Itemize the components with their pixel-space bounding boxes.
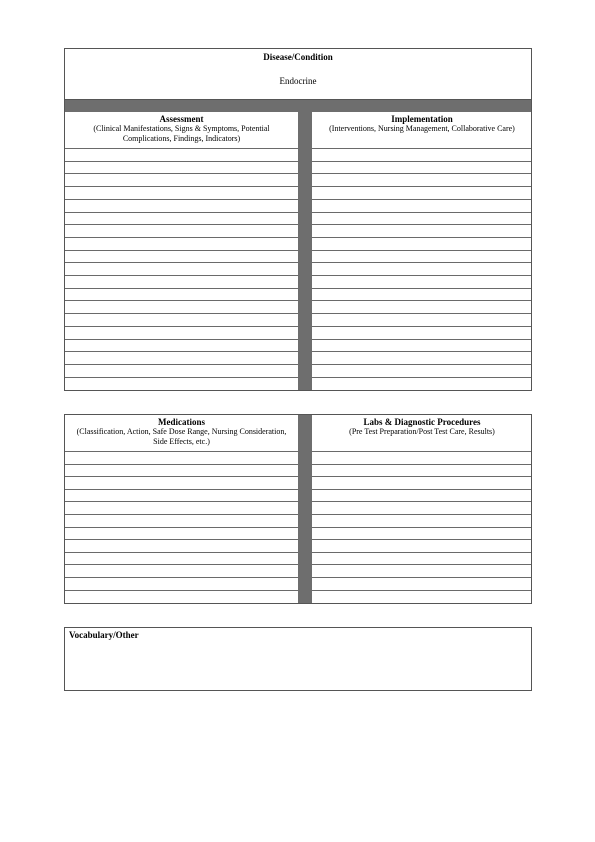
writing-line-right[interactable] xyxy=(312,564,531,565)
labs-title: Labs & Diagnostic Procedures xyxy=(363,417,481,427)
implementation-title: Implementation xyxy=(391,114,453,124)
writing-line-right[interactable] xyxy=(312,590,531,591)
writing-line-left[interactable] xyxy=(65,148,298,149)
writing-line-left[interactable] xyxy=(65,186,298,187)
writing-line-left[interactable] xyxy=(65,224,298,225)
column-divider-bar xyxy=(298,112,312,390)
writing-line-left[interactable] xyxy=(65,514,298,515)
writing-line-right[interactable] xyxy=(312,199,531,200)
writing-line-right[interactable] xyxy=(312,489,531,490)
writing-line-right[interactable] xyxy=(312,577,531,578)
writing-line-left[interactable] xyxy=(65,237,298,238)
writing-line-left[interactable] xyxy=(65,451,298,452)
vocabulary-label: Vocabulary/Other xyxy=(69,630,139,640)
writing-line-right[interactable] xyxy=(312,539,531,540)
assessment-subtitle: (Clinical Manifestations, Signs & Symptoms, Potential Complications, Findings, Indicators) xyxy=(93,124,270,143)
writing-line-right[interactable] xyxy=(312,237,531,238)
writing-line-left[interactable] xyxy=(65,262,298,263)
writing-line-left[interactable] xyxy=(65,501,298,502)
writing-line-left[interactable] xyxy=(65,300,298,301)
writing-line-left[interactable] xyxy=(65,476,298,477)
writing-line-right[interactable] xyxy=(312,173,531,174)
writing-line-right[interactable] xyxy=(312,288,531,289)
writing-line-right[interactable] xyxy=(312,351,531,352)
condition-value[interactable]: Endocrine xyxy=(279,76,317,86)
condition-box xyxy=(64,48,532,100)
writing-line-left[interactable] xyxy=(65,552,298,553)
writing-line-left[interactable] xyxy=(65,326,298,327)
writing-line-right[interactable] xyxy=(312,262,531,263)
writing-line-left[interactable] xyxy=(65,564,298,565)
writing-line-right[interactable] xyxy=(312,464,531,465)
writing-line-left[interactable] xyxy=(65,313,298,314)
writing-line-right[interactable] xyxy=(312,527,531,528)
writing-line-left[interactable] xyxy=(65,161,298,162)
writing-line-right[interactable] xyxy=(312,275,531,276)
writing-line-left[interactable] xyxy=(65,351,298,352)
writing-line-left[interactable] xyxy=(65,275,298,276)
writing-line-right[interactable] xyxy=(312,552,531,553)
implementation-subtitle: (Interventions, Nursing Management, Collaborative Care) xyxy=(329,124,515,133)
writing-line-right[interactable] xyxy=(312,501,531,502)
writing-line-right[interactable] xyxy=(312,300,531,301)
labs-header xyxy=(315,417,529,437)
vocabulary-box[interactable] xyxy=(64,627,532,691)
assessment-title: Assessment xyxy=(159,114,204,124)
section-divider-bar xyxy=(65,100,531,112)
medications-labs-section xyxy=(64,414,532,604)
writing-line-right[interactable] xyxy=(312,313,531,314)
writing-line-right[interactable] xyxy=(312,339,531,340)
assessment-implementation-section xyxy=(64,99,532,391)
writing-line-right[interactable] xyxy=(312,377,531,378)
writing-line-right[interactable] xyxy=(312,250,531,251)
column-divider-bar xyxy=(298,415,312,603)
writing-line-right[interactable] xyxy=(312,161,531,162)
writing-line-right[interactable] xyxy=(312,364,531,365)
writing-line-right[interactable] xyxy=(312,148,531,149)
writing-line-left[interactable] xyxy=(65,539,298,540)
writing-line-right[interactable] xyxy=(312,451,531,452)
writing-line-left[interactable] xyxy=(65,250,298,251)
writing-line-left[interactable] xyxy=(65,377,298,378)
writing-line-left[interactable] xyxy=(65,527,298,528)
writing-line-right[interactable] xyxy=(312,326,531,327)
writing-line-right[interactable] xyxy=(312,224,531,225)
writing-line-left[interactable] xyxy=(65,199,298,200)
assessment-header xyxy=(69,114,294,144)
writing-line-left[interactable] xyxy=(65,577,298,578)
implementation-header xyxy=(315,114,529,134)
medications-header xyxy=(69,417,294,447)
labs-subtitle: (Pre Test Preparation/Post Test Care, Results) xyxy=(349,427,495,436)
medications-subtitle: (Classification, Action, Safe Dose Range, Nursing Consideration, Side Effects, etc.) xyxy=(76,427,287,446)
writing-line-left[interactable] xyxy=(65,489,298,490)
writing-line-left[interactable] xyxy=(65,212,298,213)
writing-line-left[interactable] xyxy=(65,173,298,174)
writing-line-left[interactable] xyxy=(65,364,298,365)
condition-label: Disease/Condition xyxy=(263,52,333,62)
writing-line-right[interactable] xyxy=(312,514,531,515)
writing-line-left[interactable] xyxy=(65,590,298,591)
writing-line-right[interactable] xyxy=(312,476,531,477)
writing-line-left[interactable] xyxy=(65,464,298,465)
writing-line-left[interactable] xyxy=(65,339,298,340)
medications-title: Medications xyxy=(158,417,205,427)
writing-line-right[interactable] xyxy=(312,186,531,187)
writing-line-left[interactable] xyxy=(65,288,298,289)
writing-line-right[interactable] xyxy=(312,212,531,213)
